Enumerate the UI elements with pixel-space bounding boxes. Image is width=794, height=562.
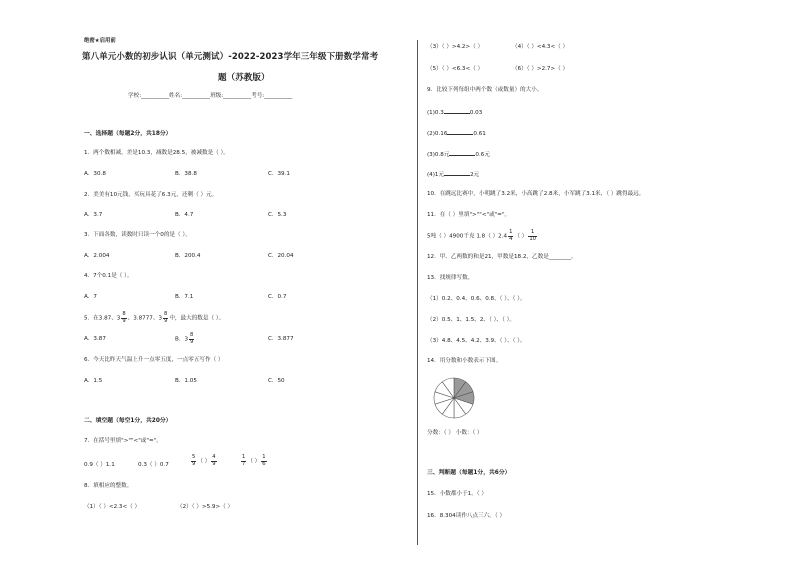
q8-item-3: （3）（ ）>4.2>（ ） (427, 44, 484, 50)
page-title-line2: 题（苏教版） (218, 73, 270, 83)
q5-text-b: 、3.8777、 (127, 315, 159, 322)
q1-option-b: B．38.8 (175, 171, 197, 177)
q1-option-c: C．39.1 (268, 171, 290, 177)
question-14: 14．用分数和小数表示下图。 (427, 358, 502, 364)
q5-option-a: A．3.87 (84, 336, 106, 342)
q5-option-b: B．3 $\frac{8}{9}$ (175, 332, 194, 345)
q8-item-1: （1）（ ）<2.3<（ ） (84, 504, 141, 510)
question-10: 10．在跳远比赛中，小明跳了3.2米，小高跳了2.8米，小军跳了3.1米，（ ）跳得最远。 (427, 191, 645, 197)
q2-option-c: C．5.3 (268, 212, 287, 218)
q13-item-2: （2）0.5、1、1.5、2、（ ）、（ ）。 (427, 317, 515, 323)
q14-answer: 分数：（ ） 小数：（ ） (427, 430, 483, 436)
student-info: 学校:__________姓名:__________班级:__________考号:__________ (128, 93, 293, 99)
q7-item-1: 0.9（ ）1.1 (84, 462, 115, 468)
q6-option-c: C．50 (268, 378, 285, 384)
section1-heading: 一、选择题（每题2分，共18分） (84, 131, 172, 137)
q5-text-a: 5．在3.87、 (84, 315, 117, 322)
question-6: 6．今天比昨天气温上升一点零五度，一点零五写作（ ） (84, 357, 224, 363)
question-1: 1．两个数相减，差是10.3，减数是28.5，被减数是（ ）。 (84, 150, 229, 156)
q2-option-a: A．3.7 (84, 212, 103, 218)
q6-option-a: A．1.5 (84, 378, 103, 384)
question-9: 9．比较下列每组中两个数（或数量）的大小。 (427, 87, 543, 93)
column-divider (417, 40, 418, 545)
question-3: 3．下面各数，读数时只读一个0的是（ ）。 (84, 232, 191, 238)
q9-item-3: (3)0.8元 0.6元 (427, 152, 490, 158)
section2-heading: 二、填空题（每空1分，共20分） (84, 418, 172, 424)
q8-item-4: （4）（ ）<4.3<（ ） (512, 44, 569, 50)
q7-item-2: 0.3（ ）0.7 (138, 462, 169, 468)
q3-option-b: B．200.4 (175, 253, 201, 259)
q8-item-6: （6）（ ）>2.7>（ ） (512, 66, 569, 72)
q8-item-5: （5）（ ）<6.3<（ ） (427, 66, 484, 72)
q8-item-2: （2）（ ）>5.9>（ ） (177, 504, 234, 510)
question-7: 7．在括号里填">""<"或"="。 (84, 438, 162, 444)
q9-item-1: (1)0.3 0.03 (427, 110, 483, 116)
q5-option-c: C．3.877 (268, 336, 294, 342)
question-15: 15．小数都小于1。（ ） (427, 491, 487, 497)
pie-diagram (432, 376, 476, 420)
section3-heading: 三、判断题（每题1分，共6分） (427, 470, 511, 476)
q7-item-4: $\frac{1}{7}$ （ ） $\frac{1}{6}$ (242, 454, 266, 467)
q3-option-a: A．2.004 (84, 253, 110, 259)
q2-option-b: B．4.7 (175, 212, 194, 218)
q5-whole-1: 3 (116, 315, 121, 322)
q6-option-b: B．1.05 (175, 378, 197, 384)
q3-option-c: C．20.04 (268, 253, 294, 259)
q4-option-b: B．7.1 (175, 294, 194, 300)
q13-item-1: （1）0.2、0.4、0.6、0.8、（ ）、（ ）。 (427, 296, 526, 302)
question-8: 8．填相应的整数。 (84, 483, 133, 489)
question-5 (84, 312, 224, 324)
q4-option-c: C．0.7 (268, 294, 287, 300)
question-16: 16．8.304读作八点三六。（ ） (427, 513, 506, 519)
secret-label: 绝密★启用前 (84, 38, 116, 44)
q5-text-c: 中，最大的数是（ ）。 (169, 315, 225, 322)
q5-fraction-1: $\frac{8}{9}$ (122, 311, 126, 324)
q5-fraction-2: $\frac{8}{9}$ (164, 311, 168, 324)
question-11: 11．在（ ）里填">""<"或"="。 (427, 212, 511, 218)
page-title: 第八单元小数的初步认识（单元测试）-2022-2023学年三年级下册数学常考 (82, 52, 379, 62)
question-13: 13．找规律写数。 (427, 275, 474, 281)
q1-option-a: A．30.8 (84, 171, 106, 177)
question-12: 12．甲、乙两数的和是21，甲数是18.2，乙数是________。 (427, 254, 577, 260)
q9-item-2: (2)0.16 0.61 (427, 131, 486, 137)
q13-item-3: （3）4.8、4.5、4.2、3.9、（ ）、（ ）。 (427, 338, 526, 344)
question-2: 2．美美有10元钱，买玩具花了6.3元，还剩（ ）元。 (84, 192, 218, 198)
q5-whole-2: 3 (158, 315, 162, 322)
q9-item-4: (4)1元 2元 (427, 172, 480, 178)
q7-item-3: $\frac{5}{9}$ （ ） $\frac{4}{9}$ (192, 454, 216, 467)
question-4: 4．7个0.1是（ ）。 (84, 273, 133, 279)
q11-items: 5吨（ ）4900千克 1.8（ ）2.4 $\frac{1}{4}$ （ ） $\frac{1}{10}$ (427, 229, 536, 242)
q4-option-a: A．7 (84, 294, 97, 300)
